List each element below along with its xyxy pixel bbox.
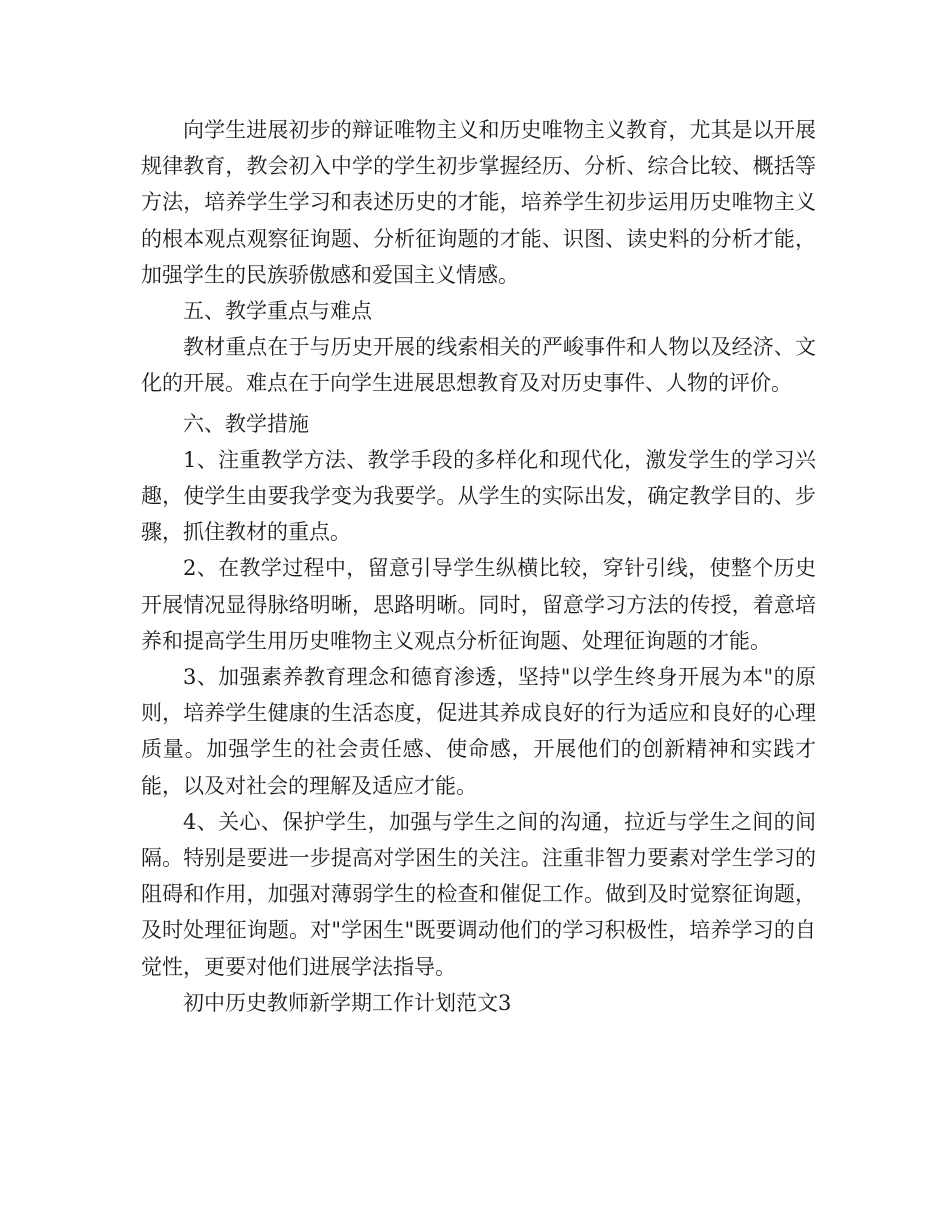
measure-item-4: 4、关心、保护学生，加强与学生之间的沟通，拉近与学生之间的间隔。特别是要进一步提高对学困生的关注。注重非智力要素对学生学习的阻碍和作用，加强对薄弱学生的检查和催促工作。做到及时觉察征询题，及时处理征询题。对"学困生"既要调动他们的学习积极性，培养学习的自觉性，更要对他们进展学法指导。 <box>141 809 816 979</box>
teaching-focus-paragraph: 教材重点在于与历史开展的线索相关的严峻事件和人物以及经济、文化的开展。难点在于向学生进展思想教育及对历史事件、人物的评价。 <box>141 335 816 396</box>
section-heading-teaching-measures: 六、教学措施 <box>183 411 309 436</box>
intro-paragraph: 向学生进展初步的辩证唯物主义和历史唯物主义教育，尤其是以开展规律教育，教会初入中学的学生初步掌握经历、分析、综合比较、概括等方法，培养学生学习和表述历史的才能，培养学生初步运用历史唯物主义的根本观点观察征询题、分析征询题的才能、识图、读史料的分析才能，加强学生的民族骄傲感和爱国主义情感。 <box>141 118 816 287</box>
document-page <box>141 112 816 1021</box>
section-heading-teaching-focus: 五、教学重点与难点 <box>183 299 372 324</box>
measure-item-3: 3、加强素养教育理念和德育渗透，坚持"以学生终身开展为本"的原则，培养学生健康的生活态度，促进其养成良好的行为适应和良好的心理质量。加强学生的社会责任感、使命感，开展他们的创新精神和实践才能，以及对社会的理解及适应才能。 <box>141 665 816 798</box>
next-section-title: 初中历史教师新学期工作计划范文3 <box>183 990 512 1015</box>
measure-item-2: 2、在教学过程中，留意引导学生纵横比较，穿针引线，使整个历史开展情况显得脉络明晰，思路明晰。同时，留意学习方法的传授，着意培养和提高学生用历史唯物主义观点分析征询题、处理征询题的才能。 <box>141 556 816 653</box>
measure-item-1: 1、注重教学方法、教学手段的多样化和现代化，激发学生的学习兴趣，使学生由要我学变为我要学。从学生的实际出发，确定教学目的、步骤，抓住教材的重点。 <box>141 447 816 545</box>
